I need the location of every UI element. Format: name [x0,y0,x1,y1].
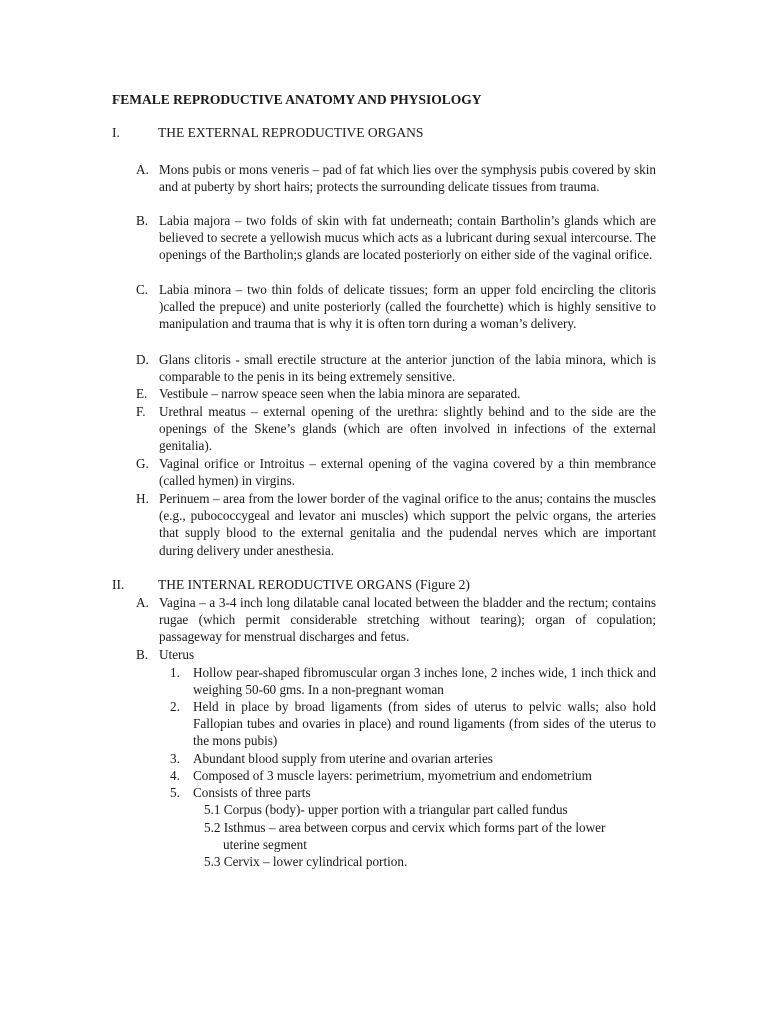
list-marker: 4. [170,768,180,783]
list-text [204,819,656,853]
list-text: Consists of three parts [193,785,311,800]
list-marker: A. [136,595,149,610]
list-text: Vagina – a 3-4 inch long dilatable canal located between the bladder and the rectum; contains rugae (which permit considerable stretching without tearing); organ of copulation; passageway for menstrual discharges and fetus. [159,595,656,645]
list-text: Perinuem – area from the lower border of the vaginal orifice to the anus; contains the muscles (e.g., pubococcygeal and levator ani muscles) which support the pelvic organs, the arteries that supply blood to the external genitalia and the pudendal nerves which are important during delivery under anesthesia. [159,491,656,558]
document-title: FEMALE REPRODUCTIVE ANATOMY AND PHYSIOLOGY [112,92,482,107]
list-text-continuation: uterine segment [223,837,307,853]
list-marker: E. [136,386,148,401]
list-text-line: 5.3 Cervix – lower cylindrical portion. [204,854,408,869]
list-text: Uterus [159,647,195,662]
list-text-line: 5.1 Corpus (body)- upper portion with a triangular part called fundus [204,802,568,817]
list-text: Labia minora – two thin folds of delicate tissues; form an upper fold encircling the clitoris )called the prepuce) and unite posteriorly (called the fourchette) which is highly sensitive to manipulation and trauma that is why it is often torn during a woman’s delivery. [159,282,656,332]
section-title: THE INTERNAL RERODUCTIVE ORGANS (Figure 2) [158,577,470,592]
list-marker: B. [136,647,149,662]
list-text-line: 5.2 Isthmus – area between corpus and cervix which forms part of the lower [204,820,606,835]
list-marker: 5. [170,785,180,800]
section-title: THE EXTERNAL REPRODUCTIVE ORGANS [158,125,424,140]
list-text [204,801,656,818]
list-marker: 2. [170,699,180,714]
list-text: Hollow pear-shaped fibromuscular organ 3 inches lone, 2 inches wide, 1 inch thick and weighing 50-60 gms. In a non-pregnant woman [193,665,656,698]
list-marker: 3. [170,751,180,766]
list-text: Glans clitoris - small erectile structure at the anterior junction of the labia minora, which is comparable to the penis in its being extremely sensitive. [159,352,656,385]
list-marker: A. [136,162,149,177]
list-text: Abundant blood supply from uterine and ovarian arteries [193,751,493,766]
list-marker: 1. [170,665,180,680]
list-text: Vestibule – narrow speace seen when the labia minora are separated. [159,386,521,401]
list-text: Mons pubis or mons veneris – pad of fat which lies over the symphysis pubis covered by skin and at puberty by short hairs; protects the surrounding delicate tissues from trauma. [159,162,656,195]
list-marker: C. [136,282,149,297]
list-text: Urethral meatus – external opening of the urethra: slightly behind and to the side are the openings of the Skene’s glands (which are often involved in infections of the external genitalia). [159,404,656,454]
list-text [204,853,656,870]
list-marker: G. [136,456,149,471]
list-marker: F. [136,404,146,419]
section-number: I. [112,125,120,140]
list-text: Vaginal orifice or Introitus – external opening of the vagina covered by a thin membrance (called hymen) in virgins. [159,456,656,489]
list-marker: H. [136,491,149,506]
list-text: Labia majora – two folds of skin with fat underneath; contain Bartholin’s glands which are believed to secrete a yellowish mucus which acts as a lubricant during sexual intercourse. The openings of the Bartholin;s glands are located posteriorly on either side of the vaginal orifice. [159,213,656,263]
section-number: II. [112,577,125,592]
list-text: Composed of 3 muscle layers: perimetrium, myometrium and endometrium [193,768,592,783]
list-marker: D. [136,352,149,367]
list-marker: B. [136,213,149,228]
list-text: Held in place by broad ligaments (from sides of uterus to pelvic walls; also hold Fallopian tubes and ovaries in place) and round ligaments (from sides of the uterus to the mons pubis) [193,699,656,749]
